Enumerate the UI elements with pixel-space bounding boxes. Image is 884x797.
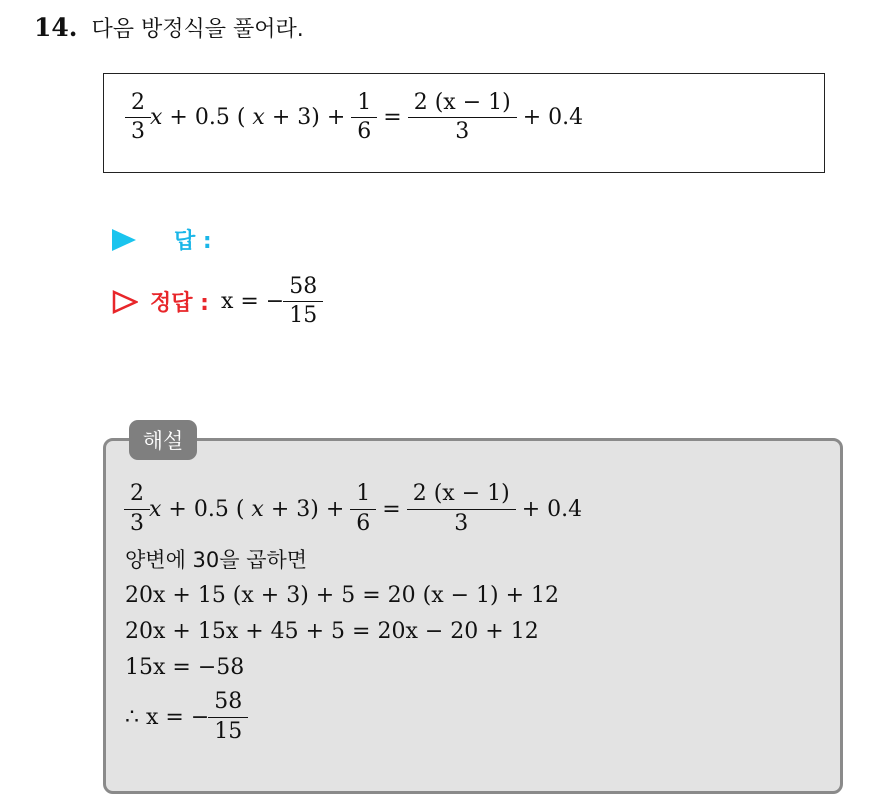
fraction-rhs: $\frac{2 (x - 1)}{3}$ (411, 91, 514, 144)
solution-tag: 해설 (129, 420, 197, 460)
problem-number: 14. (34, 13, 78, 42)
correct-answer-value: x = − $\frac{58}{15}$ (221, 275, 322, 328)
correct-answer-label: 정답 : (150, 291, 209, 317)
problem-header (34, 12, 304, 43)
fraction-one-sixth: $\frac{1}{6}$ (354, 91, 374, 144)
outline-triangle-icon (112, 290, 138, 314)
answer-line (112, 224, 212, 255)
solution-step-2: 양변에 30을 곱하면 (125, 548, 308, 572)
correct-answer-line (112, 275, 322, 328)
solution-step-5: 15x = −58 (125, 654, 245, 680)
fraction-answer: $\frac{58}{15}$ (286, 275, 320, 328)
solution-step-3: 20x + 15 (x + 3) + 5 = 20 (x − 1) + 12 (125, 582, 560, 608)
problem-text: 다음 방정식을 풀어라. (91, 17, 304, 42)
equation-box (103, 73, 825, 173)
solution-step-4: 20x + 15x + 45 + 5 = 20x − 20 + 12 (125, 618, 539, 644)
solution-step-6: ∴ x = − $\frac{58}{15}$ (125, 685, 589, 749)
filled-triangle-icon (112, 229, 136, 251)
answer-label: 답 : (174, 229, 212, 254)
solution-step-1: $\frac{2}{3}$ x + 0.5 ( x + 3) + $\frac{1}{6}$ = $\frac{2 (x - 1)}{3}$ + 0.4 (125, 477, 589, 541)
equation: $\frac{2}{3}$ x + 0.5 ( x + 3) + $\frac{1}{6}$ = $\frac{2 (x - 1)}{3}$ + 0.4 (126, 91, 590, 144)
solution-steps (125, 477, 589, 749)
fraction-two-thirds: $\frac{2}{3}$ (128, 91, 148, 144)
